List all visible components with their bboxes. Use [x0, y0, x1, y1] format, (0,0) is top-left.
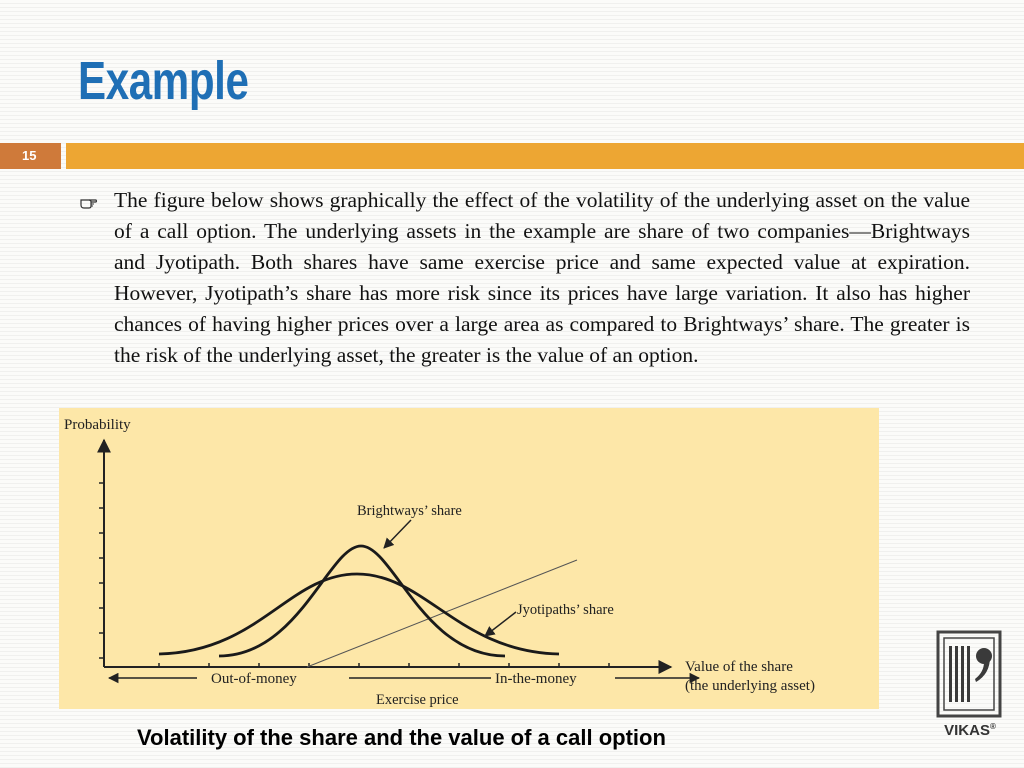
- jyotipath-curve: [159, 574, 559, 654]
- pointing-hand-bullet-icon: [80, 193, 98, 209]
- slide-title: Example: [78, 51, 249, 111]
- vikas-logo-text: [934, 722, 1006, 739]
- accent-bar: [66, 143, 1024, 169]
- in-the-money-label: In-the-money: [495, 671, 577, 687]
- brightways-label: Brightways’ share: [357, 503, 462, 519]
- jyotipath-label: Jyotipaths’ share: [517, 602, 614, 618]
- brightways-pointer: [384, 520, 411, 548]
- x-axis-label-line1: Value of the share: [685, 659, 793, 675]
- volatility-figure: [59, 408, 879, 709]
- x-axis-label-line2: (the underlying asset): [685, 678, 815, 694]
- registered-mark: ®: [989, 722, 996, 731]
- jyotipath-pointer: [485, 612, 516, 636]
- out-of-money-label: Out-of-money: [211, 671, 297, 687]
- logo-text: VIKAS: [944, 722, 990, 739]
- slide-number: 15: [0, 143, 61, 169]
- y-axis-label: Probability: [64, 417, 131, 433]
- bullet-text: The figure below shows graphically the effect of the volatility of the underlying asset on the value of a call option. The underlying assets in the example are share of two companies—Brightways and Jyotipath. Both shares have same exercise price and same expected value at expiration. However, Jyotipath’s share has more risk since its prices have large variation. It also has higher chances of having higher prices over a large area as compared to Brightways’ share. The greater is the risk of the underlying asset, the greater is the value of an option.: [114, 188, 970, 367]
- figure-caption: Volatility of the share and the value of a call option: [137, 725, 666, 750]
- exercise-price-label: Exercise price: [376, 692, 459, 708]
- volatility-diagram: [59, 408, 879, 709]
- brightways-curve: [219, 546, 505, 656]
